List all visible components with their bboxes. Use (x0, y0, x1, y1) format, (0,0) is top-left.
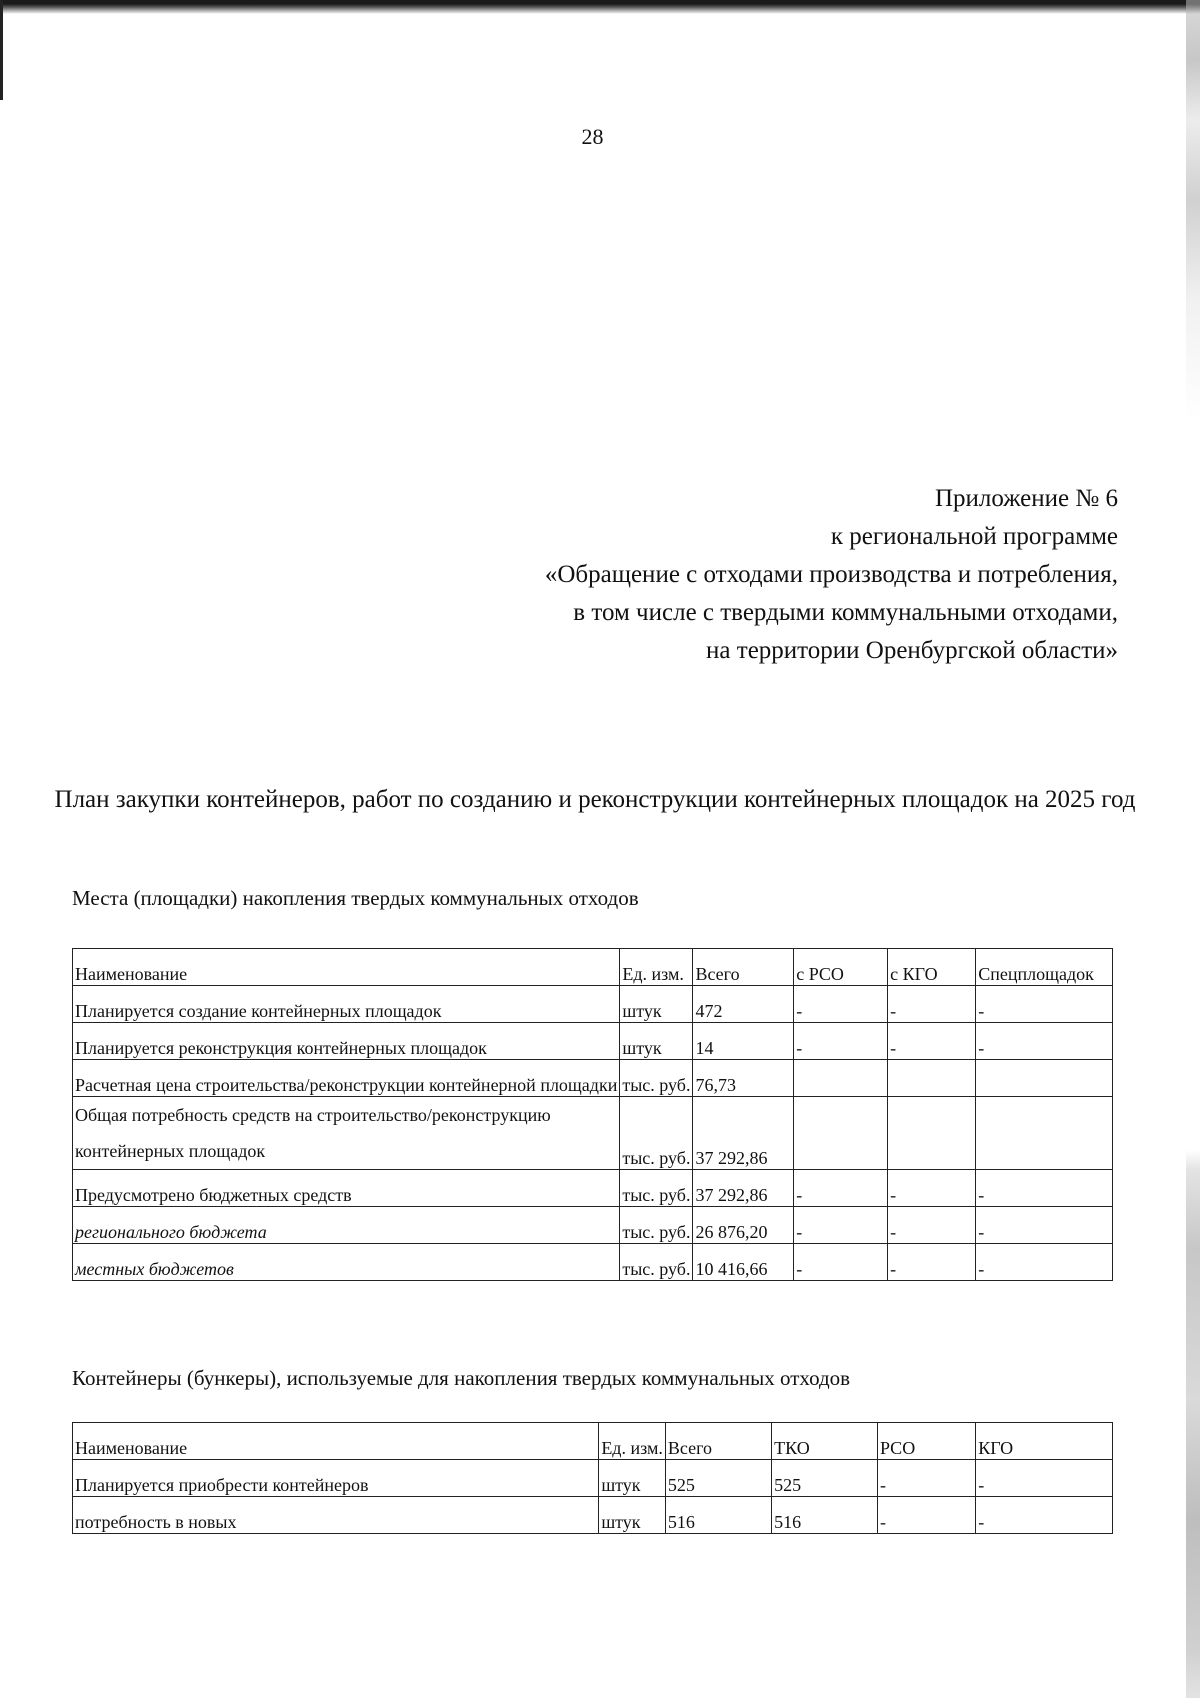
header-cell: с КГО (888, 949, 976, 986)
table-cell: - (888, 986, 976, 1023)
header-cell: Ед. изм. (599, 1423, 666, 1460)
table-cell: - (794, 1023, 888, 1060)
table-row (73, 1244, 1113, 1281)
table-cell: - (888, 1207, 976, 1244)
appendix-line-2: к региональной программе (830, 523, 1118, 550)
sites-table (72, 948, 1113, 1281)
table-cell: Расчетная цена строительства/реконструкции контейнерной площадки (73, 1060, 620, 1097)
table-cell: - (976, 1207, 1113, 1244)
table-row (73, 1460, 1113, 1497)
table-row (73, 986, 1113, 1023)
table-cell: штук (620, 986, 693, 1023)
table-row (73, 1060, 1113, 1097)
appendix-line-1: Приложение № 6 (934, 485, 1118, 512)
table-cell: - (976, 1170, 1113, 1207)
table-cell: штук (599, 1497, 666, 1534)
table-cell: 14 (693, 1023, 794, 1060)
appendix-line-4: в том числе с твердыми коммунальными отходами, (573, 599, 1118, 626)
table-header-row (73, 1423, 1113, 1460)
scan-right-edge (1186, 0, 1200, 1698)
table-cell: 516 (665, 1497, 771, 1534)
table-cell: - (794, 1207, 888, 1244)
table-cell (888, 1097, 976, 1170)
table-cell: - (794, 1244, 888, 1281)
table-row (73, 1170, 1113, 1207)
table-cell: - (976, 1023, 1113, 1060)
table-cell: - (877, 1497, 975, 1534)
header-cell: Всего (693, 949, 794, 986)
table-cell: штук (620, 1023, 693, 1060)
table-cell: потребность в новых (73, 1497, 599, 1534)
scan-top-edge (0, 0, 1200, 14)
table-cell: 76,73 (693, 1060, 794, 1097)
table-cell: - (976, 1497, 1113, 1534)
table-cell: тыс. руб. (620, 1170, 693, 1207)
table-cell: Планируется приобрести контейнеров (73, 1460, 599, 1497)
table-cell: Планируется создание контейнерных площадок (73, 986, 620, 1023)
header-cell: КГО (976, 1423, 1113, 1460)
page-number: 28 (581, 124, 604, 149)
appendix-line-3: «Обращение с отходами производства и потребления, (544, 561, 1118, 588)
table-cell (976, 1060, 1113, 1097)
table-cell: 37 292,86 (693, 1170, 794, 1207)
table-cell (794, 1097, 888, 1170)
table-row (73, 1207, 1113, 1244)
table-cell: 525 (772, 1460, 878, 1497)
appendix-line-5: на территории Оренбургской области» (706, 637, 1118, 664)
appendix-block (545, 480, 1118, 670)
header-cell: Всего (665, 1423, 771, 1460)
table-cell: 516 (772, 1497, 878, 1534)
table-cell (888, 1060, 976, 1097)
table-cell: тыс. руб. (620, 1060, 693, 1097)
table-cell: - (877, 1460, 975, 1497)
header-cell: Ед. изм. (620, 949, 693, 986)
table-cell: 26 876,20 (693, 1207, 794, 1244)
table-cell: тыс. руб. (620, 1207, 693, 1244)
table-row (73, 1097, 1113, 1170)
containers-table (72, 1422, 1113, 1534)
table-cell: 525 (665, 1460, 771, 1497)
scan-left-edge (0, 0, 3, 100)
table-cell: - (794, 1170, 888, 1207)
header-cell: ТКО (772, 1423, 878, 1460)
table-header-row (73, 949, 1113, 986)
table-cell: 472 (693, 986, 794, 1023)
table-cell (794, 1060, 888, 1097)
header-cell: Наименование (73, 1423, 599, 1460)
table-cell: Планируется реконструкция контейнерных площадок (73, 1023, 620, 1060)
table-cell: Предусмотрено бюджетных средств (73, 1170, 620, 1207)
table-cell: 37 292,86 (693, 1097, 794, 1170)
table-row (73, 1023, 1113, 1060)
table-cell: - (794, 986, 888, 1023)
sites-caption: Места (площадки) накопления твердых коммунальных отходов (72, 886, 639, 910)
header-cell: РСО (877, 1423, 975, 1460)
table-cell: 10 416,66 (693, 1244, 794, 1281)
table-cell: - (976, 986, 1113, 1023)
table-cell: - (888, 1023, 976, 1060)
table-row (73, 1497, 1113, 1534)
table-cell: местных бюджетов (73, 1244, 620, 1281)
table-cell: Общая потребность средств на строительство/реконструкцию контейнерных площадок (73, 1097, 620, 1170)
document-title: План закупки контейнеров, работ по созданию и реконструкции контейнерных площадок на 2025 год (54, 786, 1136, 813)
table-cell (976, 1097, 1113, 1170)
table-cell: штук (599, 1460, 666, 1497)
table-cell: регионального бюджета (73, 1207, 620, 1244)
table-cell: - (888, 1170, 976, 1207)
table-cell: - (888, 1244, 976, 1281)
containers-caption: Контейнеры (бункеры), используемые для накопления твердых коммунальных отходов (72, 1366, 851, 1390)
table-cell: - (976, 1244, 1113, 1281)
header-cell: Наименование (73, 949, 620, 986)
table-cell: - (976, 1460, 1113, 1497)
header-cell: Спецплощадок (976, 949, 1113, 986)
table-cell: тыс. руб. (620, 1244, 693, 1281)
header-cell: с РСО (794, 949, 888, 986)
table-cell: тыс. руб. (620, 1097, 693, 1170)
